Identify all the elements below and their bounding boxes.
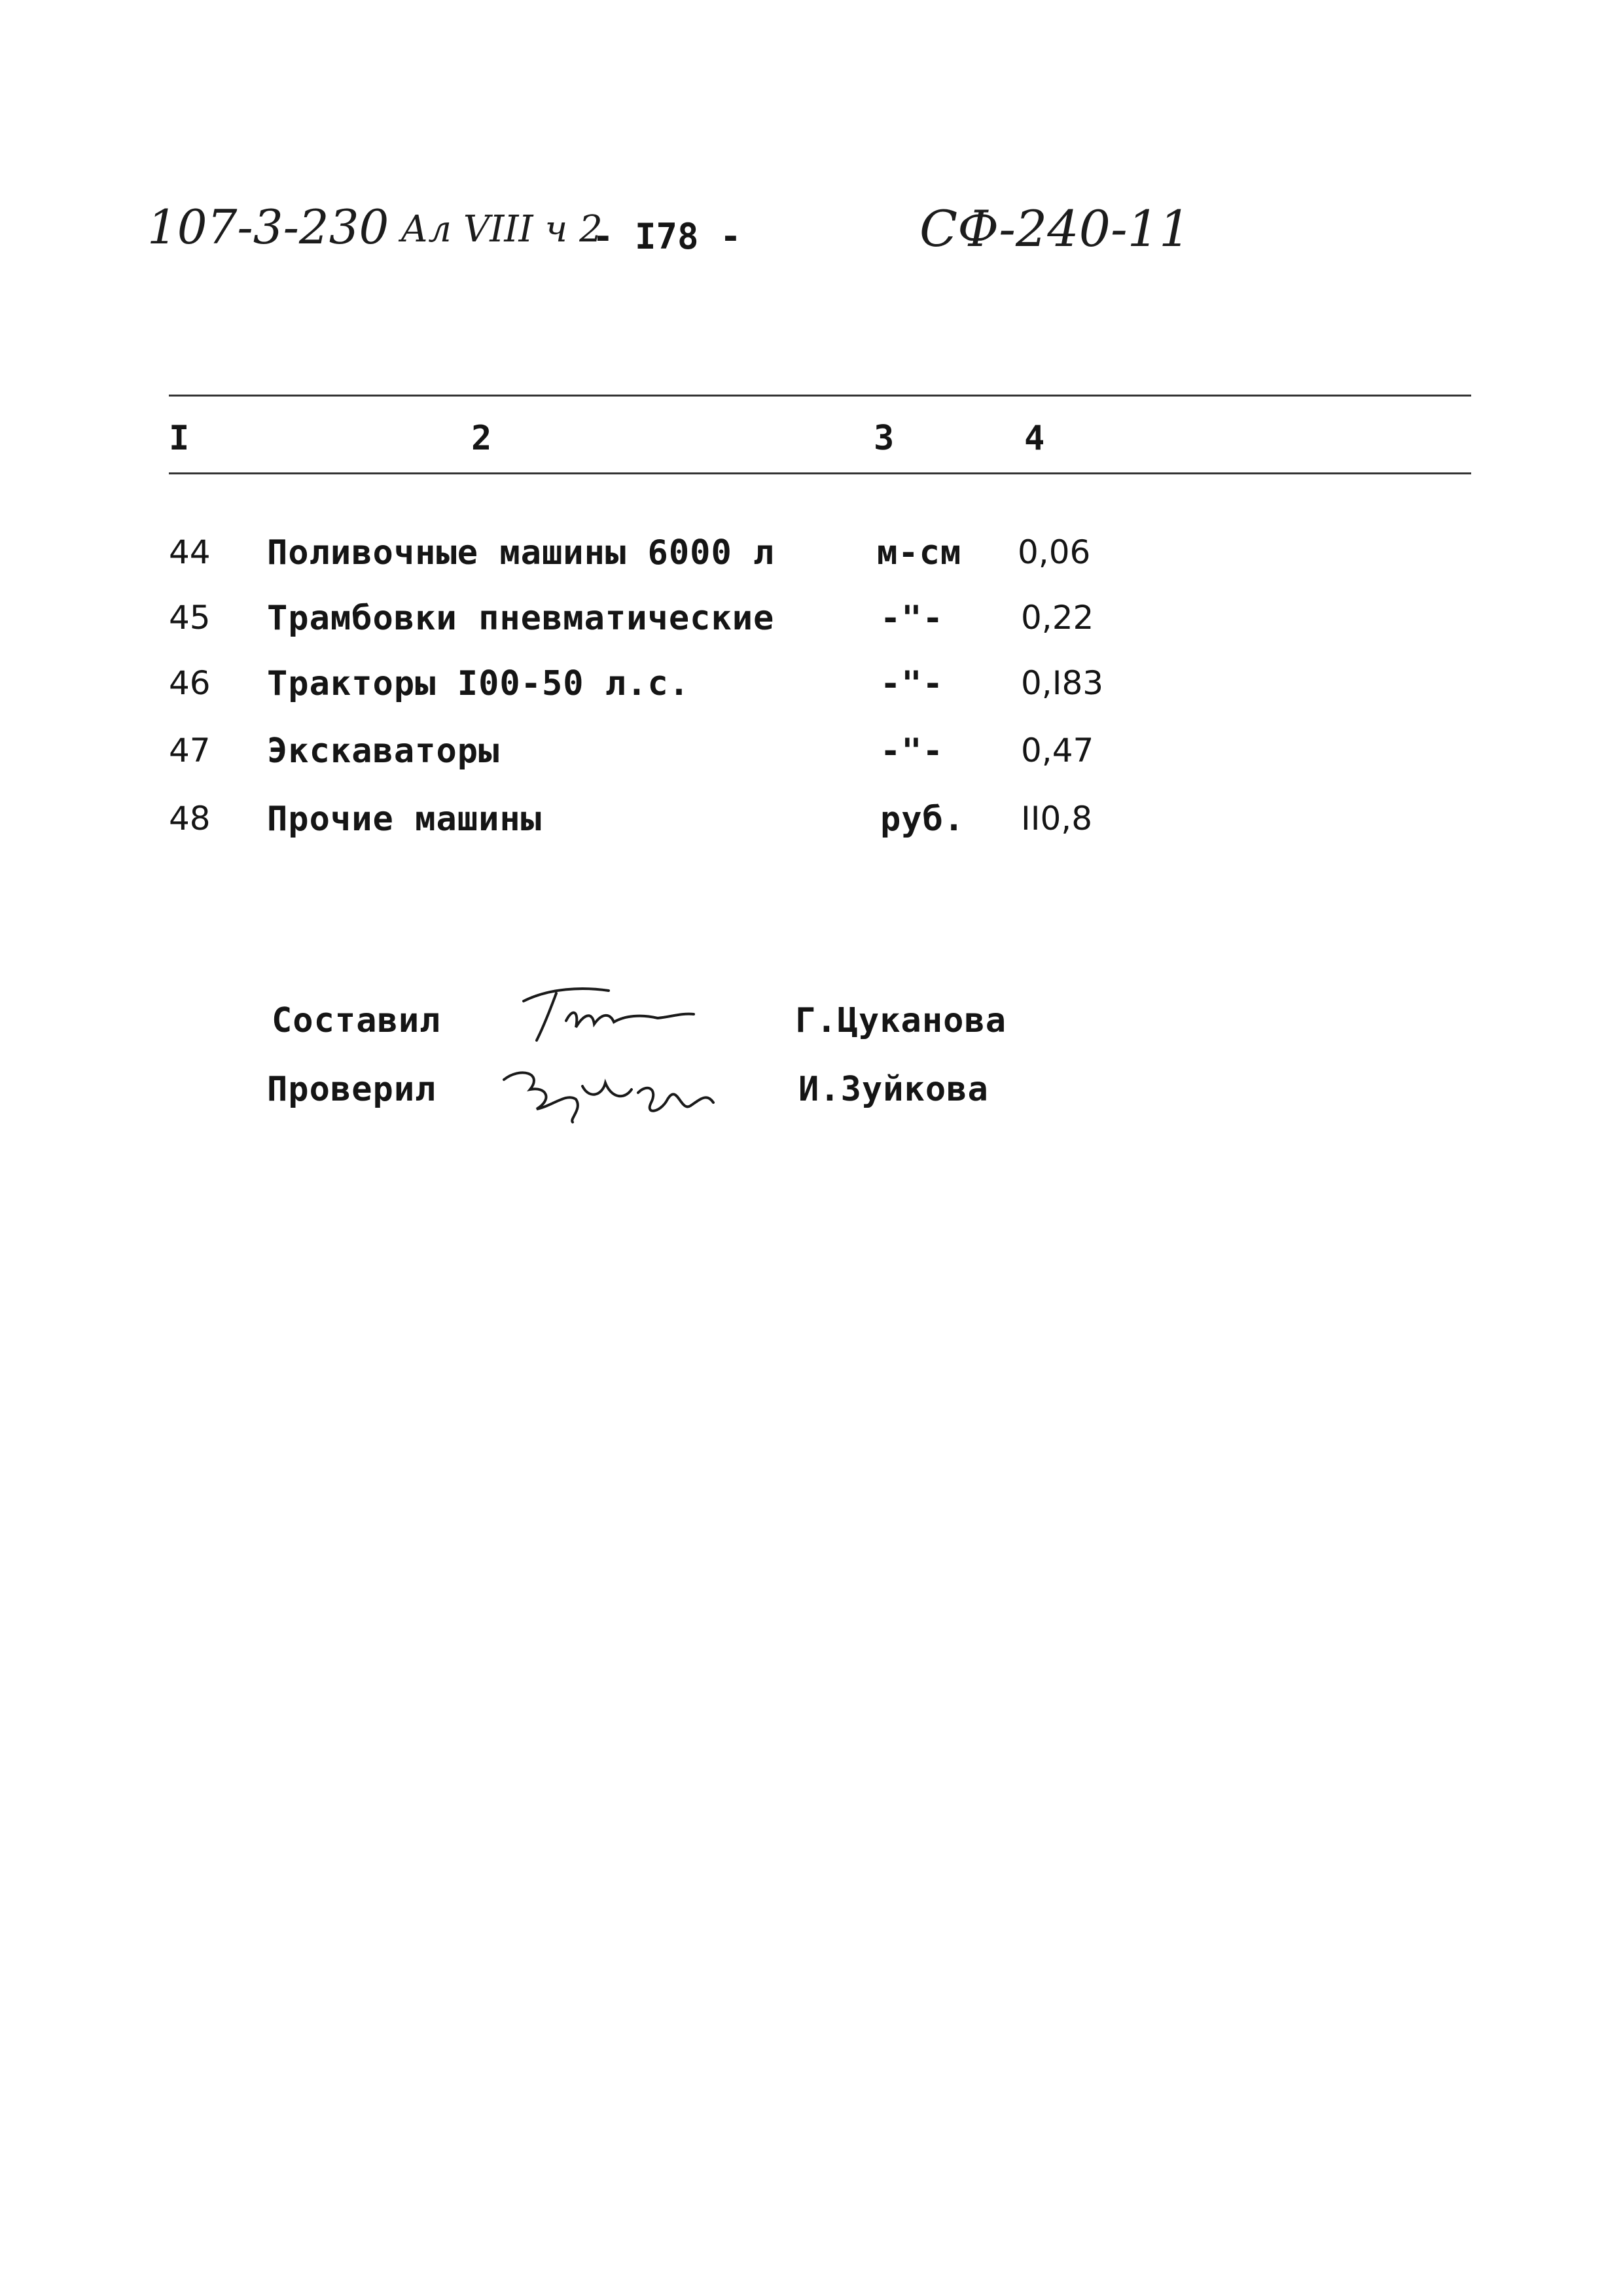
row-unit: м-см: [877, 533, 962, 573]
row-unit: -"-: [880, 599, 944, 638]
row-name: Экскаваторы: [267, 732, 500, 771]
row-name: Прочие машины: [267, 800, 542, 839]
table-top-rule: [169, 395, 1471, 397]
checked-label: Проверил: [267, 1070, 437, 1109]
compiled-signature: [510, 975, 707, 1053]
row-name: Тракторы I00-50 л.с.: [267, 664, 690, 703]
row-unit: -"-: [880, 732, 944, 771]
album-ref: Ал VIII ч 2: [401, 208, 603, 251]
table-header-rule: [169, 472, 1471, 474]
row-number: 47: [169, 732, 211, 769]
column-header-3: 3: [874, 419, 895, 458]
row-unit: -"-: [880, 664, 944, 703]
row-number: 44: [169, 533, 211, 571]
row-number: 45: [169, 599, 211, 637]
column-header-1: I: [169, 419, 190, 458]
row-number: 46: [169, 664, 211, 702]
row-value: 0,I83: [1021, 664, 1104, 702]
series-code: СФ-240-11: [919, 200, 1191, 258]
compiled-name: Г.Цуканова: [795, 1001, 1007, 1040]
row-name: Поливочные машины 6000 л: [267, 533, 775, 573]
column-header-2: 2: [471, 419, 492, 458]
compiled-label: Составил: [272, 1001, 441, 1040]
row-value: II0,8: [1021, 800, 1093, 838]
column-header-4: 4: [1024, 419, 1045, 458]
row-value: 0,22: [1021, 599, 1094, 637]
row-name: Трамбовки пневматические: [267, 599, 775, 638]
checked-signature: [491, 1053, 726, 1132]
row-number: 48: [169, 800, 211, 838]
checked-name: И.Зуйкова: [798, 1070, 989, 1109]
row-value: 0,06: [1018, 533, 1091, 571]
page-number: - I78 -: [592, 216, 741, 257]
row-unit: руб.: [880, 800, 965, 839]
doc-code: 107-3-230: [147, 200, 389, 255]
row-value: 0,47: [1021, 732, 1094, 769]
